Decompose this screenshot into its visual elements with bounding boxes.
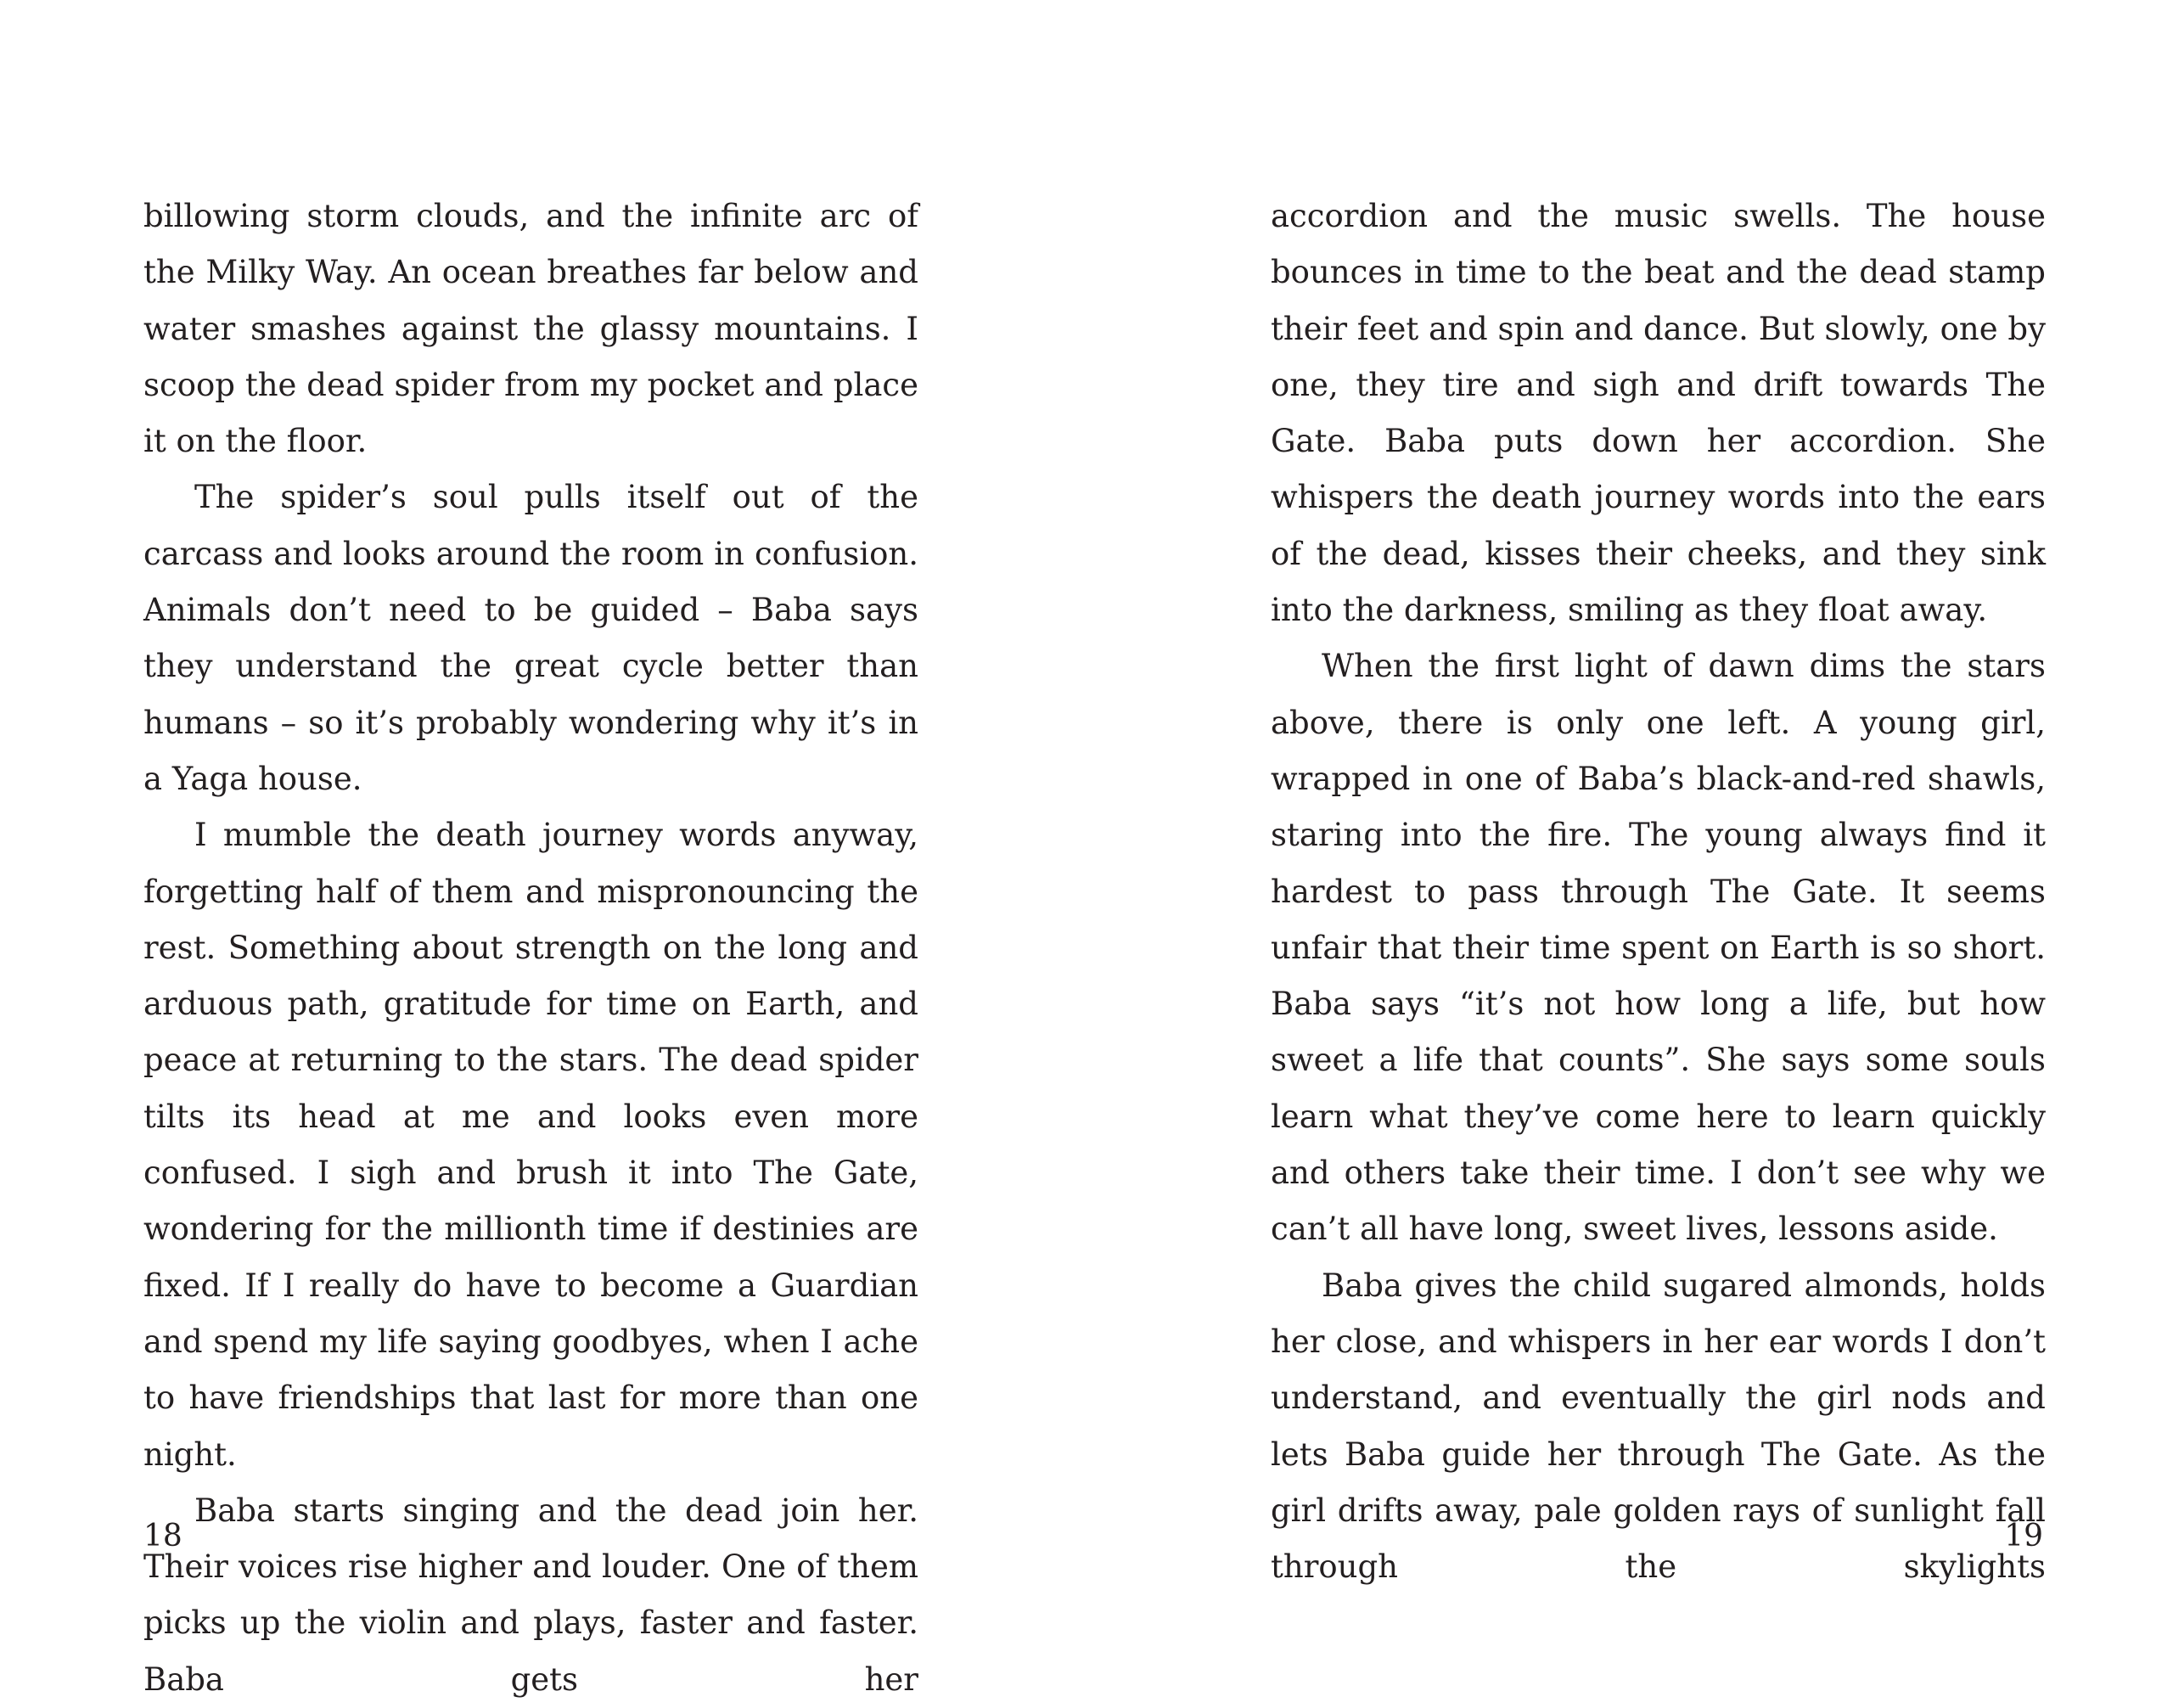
left-page-text — [143, 188, 918, 1708]
right-paragraph-1: accordion and the music swells. The house bounces in time to the beat and the dead stamp their feet and spin and dance. But slowly, one by one, they tire and sigh and drift towards The Gate. Baba puts down her accordion. She whispers the death journey words into the ears of the dead, kisses their cheeks, and they sink into the darkness, smiling as they float away. — [1271, 198, 2046, 629]
right-page — [1086, 0, 2173, 1655]
left-paragraph-4: Baba starts singing and the dead join her. Their voices rise higher and louder. One of them picks up the violin and plays, faster and faster. Baba gets her — [143, 1492, 918, 1698]
right-paragraph-3: Baba gives the child sugared almonds, holds her close, and whispers in her ear words I don’t understand, and eventually the girl nods and lets Baba guide her through The Gate. As the girl drifts away, pale golden rays of sunlight fall through the skylights — [1271, 1267, 2046, 1586]
left-page — [0, 0, 1086, 1698]
left-paragraph-1: billowing storm clouds, and the infinite arc of the Milky Way. An ocean breathes far below and water smashes against the glassy mountains. I scoop the dead spider from my pocket and place it on the floor. — [143, 198, 918, 460]
right-page-number: 19 — [2004, 1519, 2043, 1553]
left-page-number: 18 — [143, 1519, 182, 1553]
right-page-text — [1271, 188, 2046, 1595]
left-paragraph-2: The spider’s soul pulls itself out of the carcass and looks around the room in confusion. Animals don’t need to be guided – Baba says they understand the great cycle better than humans – so it’s probably wondering why it’s in a Yaga house. — [143, 479, 918, 797]
left-paragraph-3: I mumble the death journey words anyway, forgetting half of them and mispronouncing the rest. Something about strength on the long and arduous path, gratitude for time on Earth, and peace at returning to the stars. The dead spider tilts its head at me and looks even more confused. I sigh and brush it into The Gate, wondering for the millionth time if destinies are fixed. If I really do have to become a Guardian and spend my life saying goodbyes, when I ache to have friendships that last for more than one night. — [143, 817, 918, 1473]
right-paragraph-2: When the first light of dawn dims the stars above, there is only one left. A young girl, wrapped in one of Baba’s black-and-red shawls, staring into the fire. The young always find it hardest to pass through The Gate. It seems unfair that their time spent on Earth is so short. Baba says “it’s not how long a life, but how sweet a life that counts”. She says some souls learn what they’ve come here to learn quickly and others take their time. I don’t see why we can’t all have long, sweet lives, lessons aside. — [1271, 648, 2046, 1248]
